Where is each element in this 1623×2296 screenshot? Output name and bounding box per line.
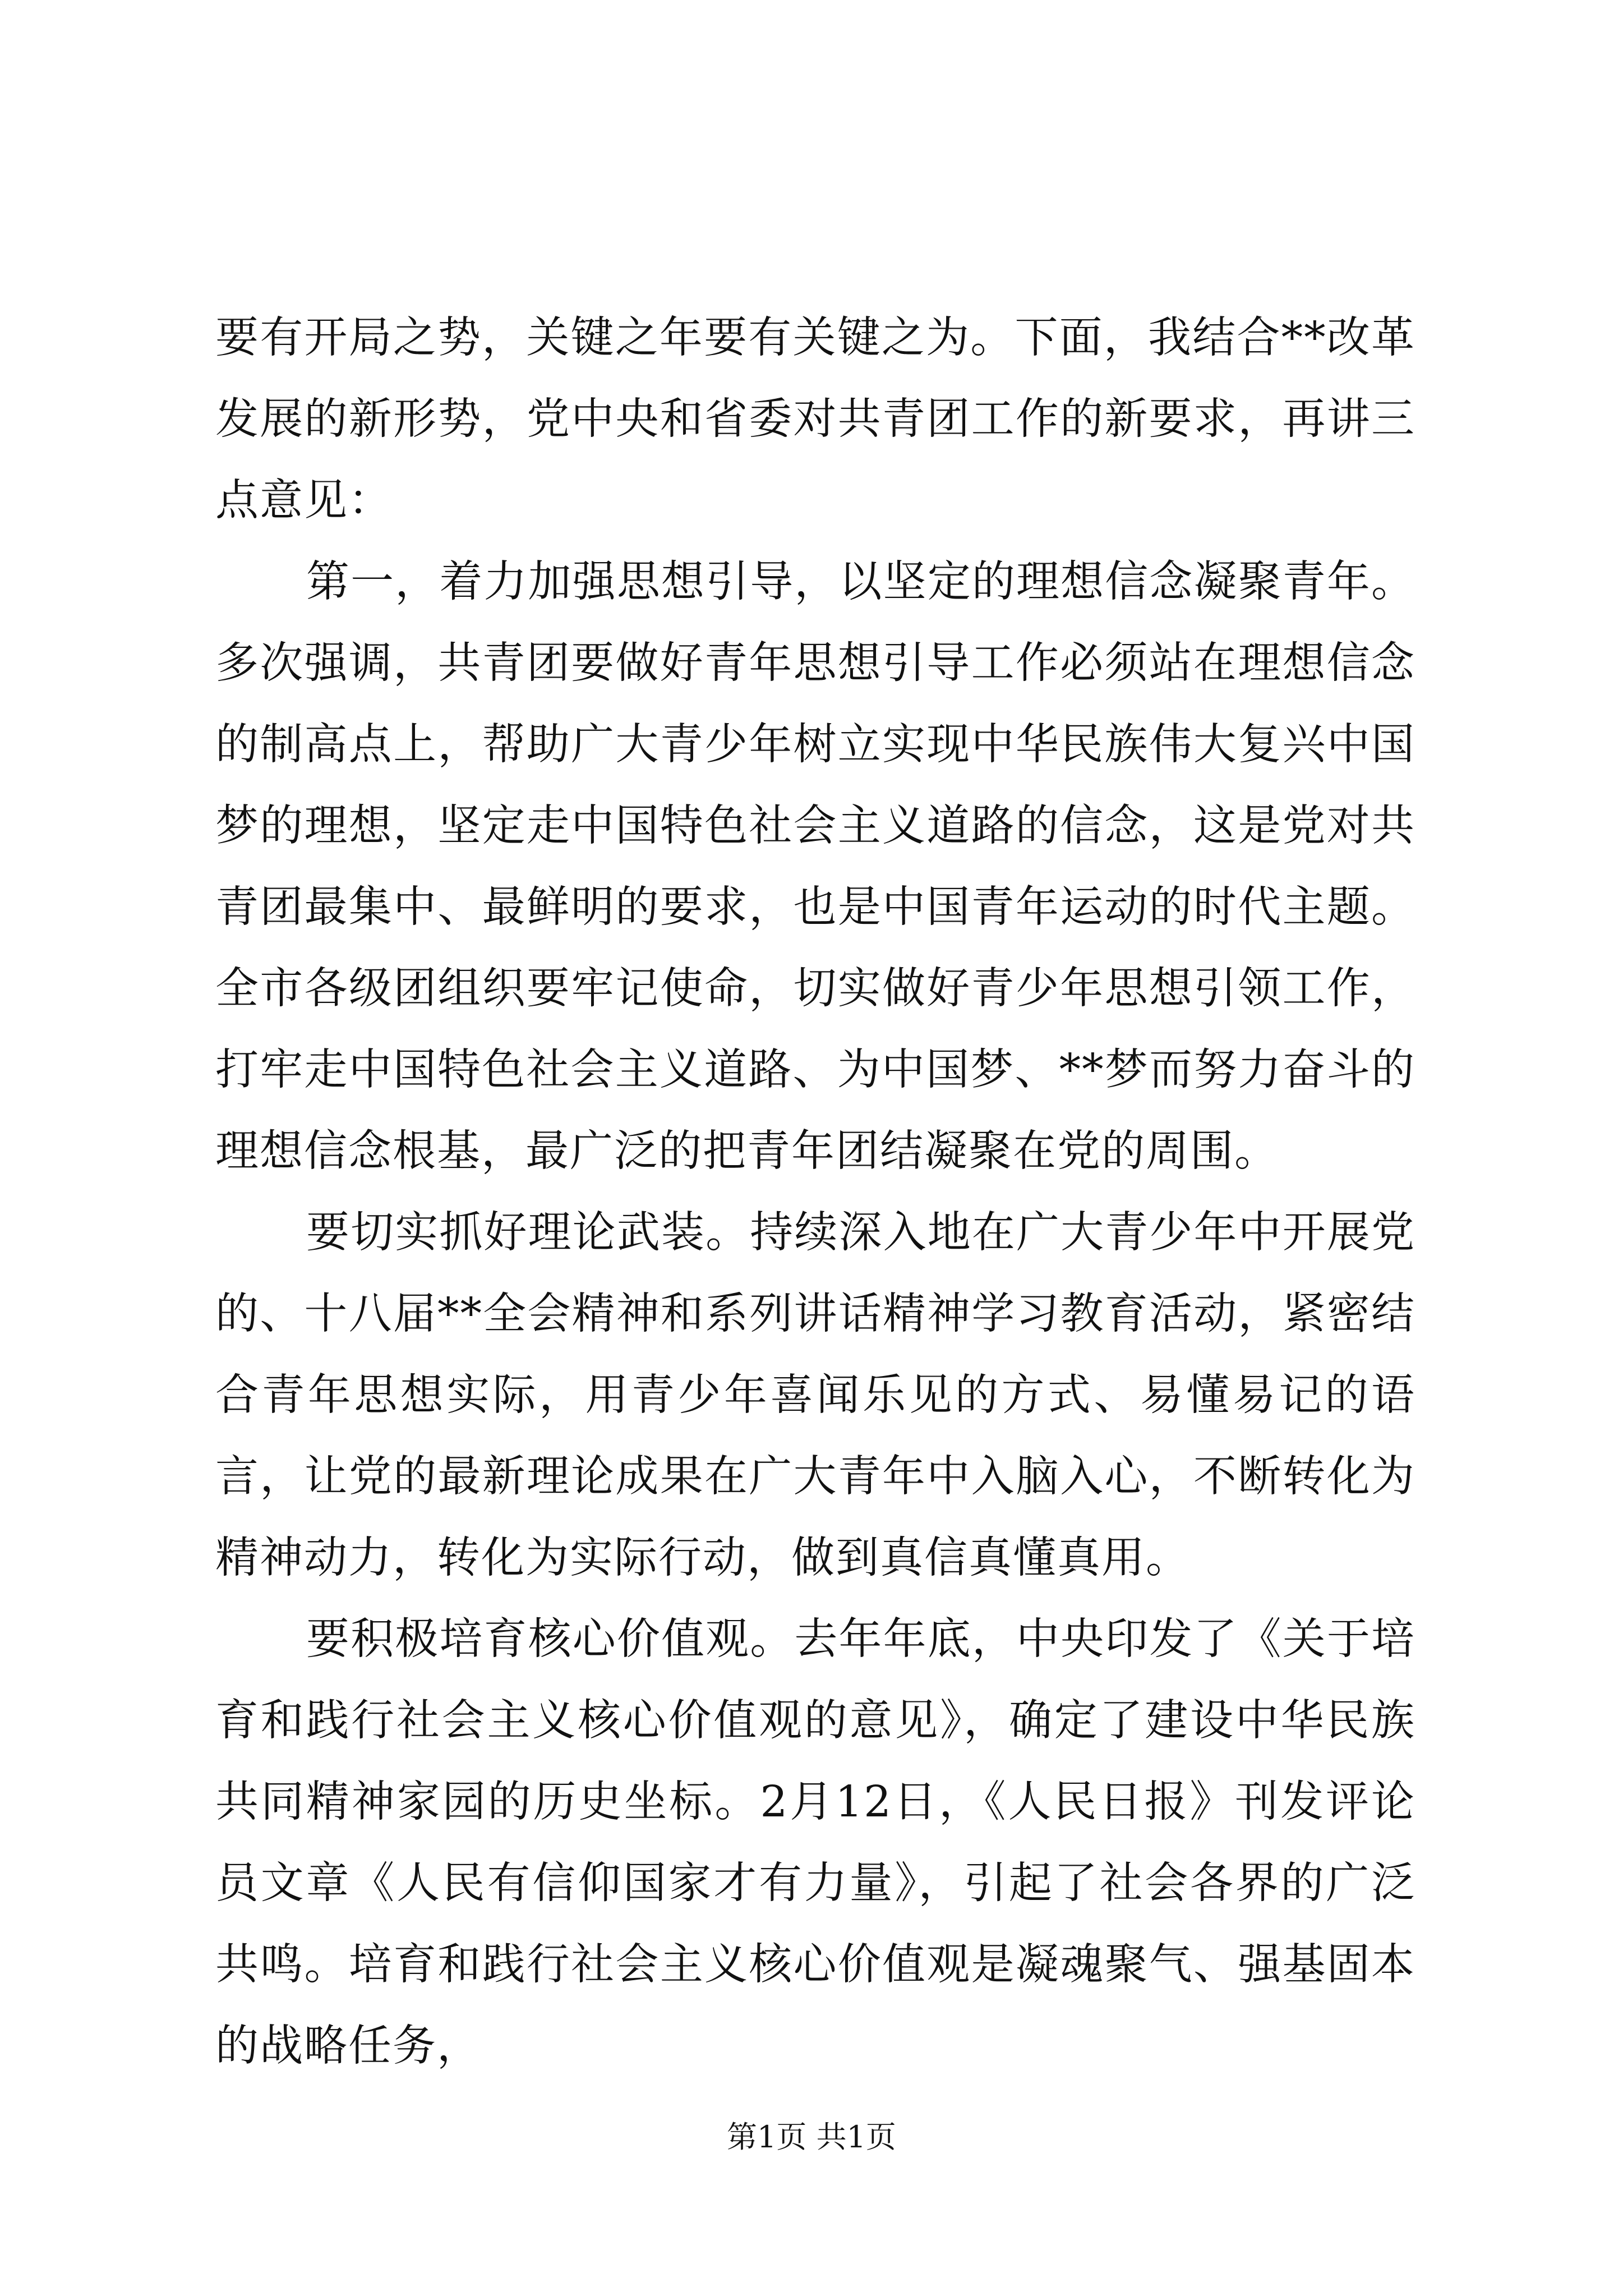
paragraph-first-point: 第一，着力加强思想引导，以坚定的理想信念凝聚青年。多次强调，共青团要做好青年思想引导工作必须站在理想信念的制高点上，帮助广大青少年树立实现中华民族伟大复兴中国梦的理想，坚定走中国特色社会主义道路的信念，这是党对共青团最集中、最鲜明的要求，也是中国青年运动的时代主题。全市各级团组织要牢记使命，切实做好青少年思想引领工作，打牢走中国特色社会主义道路、为中国梦、**梦而努力奋斗的理想信念根基，最广泛的把青年团结凝聚在党的周围。 — [215, 557, 1415, 1176]
paragraph-core-values: 要积极培育核心价值观。去年年底，中央印发了《关于培育和践行社会主义核心价值观的意见》，确定了建设中华民族共同精神家园的历史坐标。2月12日，《人民日报》刊发评论员文章《人民有信仰国家才有力量》，引起了社会各界的广泛共鸣。培育和践行社会主义核心价值观是凝魂聚气、强基固本的战略任务， — [215, 1614, 1415, 2071]
paragraph-theory: 要切实抓好理论武装。持续深入地在广大青少年中开展党的、十八届**全会精神和系列讲话精神学习教育活动，紧密结合青年思想实际，用青少年喜闻乐见的方式、易懂易记的语言，让党的最新理论成果在广大青年中入脑入心，不断转化为精神动力，转化为实际行动，做到真信真懂真用。 — [215, 1208, 1415, 1583]
page-number-footer: 第1页 共1页 — [727, 2119, 896, 2155]
paragraph-intro: 要有开局之势，关键之年要有关键之为。下面，我结合**改革发展的新形势，党中央和省委对共青团工作的新要求，再讲三点意见： — [215, 313, 1415, 526]
document-body — [215, 297, 1415, 2087]
